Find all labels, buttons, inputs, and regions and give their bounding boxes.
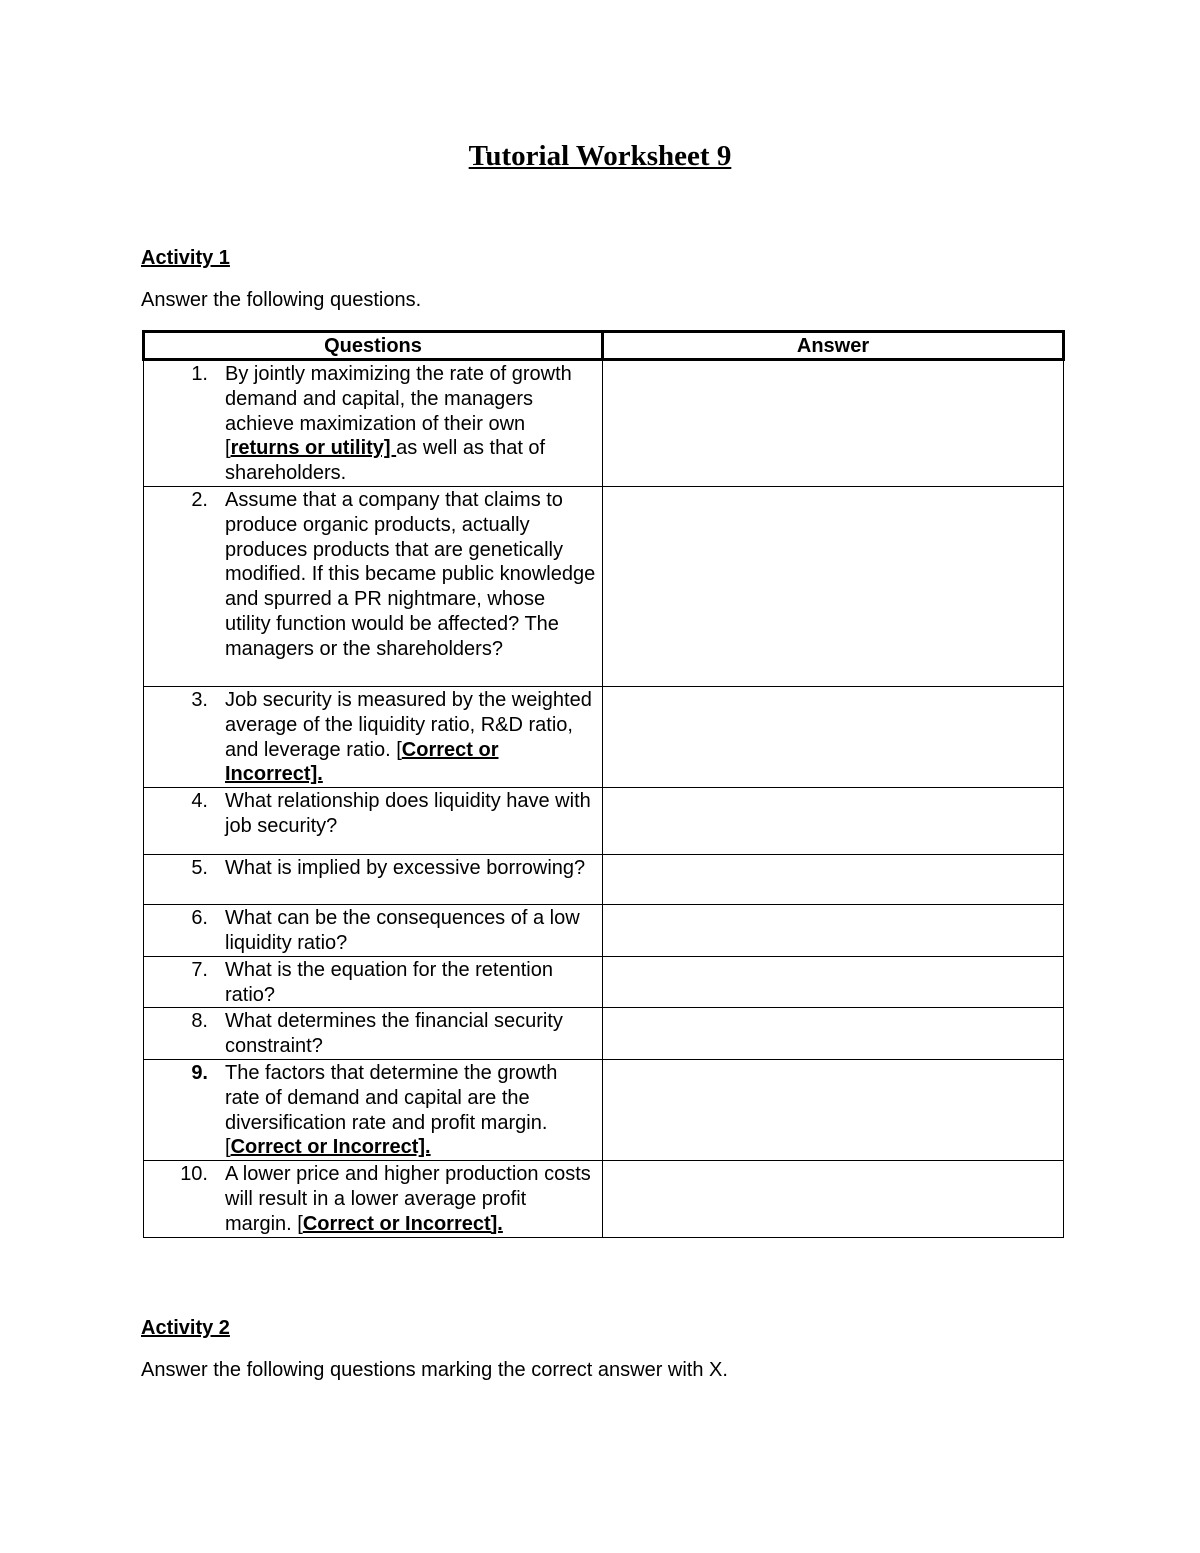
answer-cell[interactable] [603, 1059, 1064, 1160]
question-number: 1. [191, 363, 208, 385]
activity-2-instruction: Answer the following questions marking the correct answer with X. [141, 1359, 728, 1381]
table-row [144, 905, 1064, 957]
question-number: 3. [191, 688, 208, 711]
table-row [144, 360, 1064, 487]
table-row [144, 1008, 1064, 1060]
question-cell [144, 788, 603, 855]
table-row [144, 686, 1064, 787]
table-header-row [144, 332, 1064, 360]
question-cell [144, 855, 603, 905]
answer-cell[interactable] [603, 905, 1064, 957]
question-text: A lower price and higher production costs will result in a lower average profit margin. [Correct or Incorrect]. [225, 1163, 591, 1235]
activity-1-heading: Activity 1 [141, 247, 230, 269]
question-text: What can be the consequences of a low liquidity ratio? [225, 907, 580, 954]
answer-options: returns or utility] [230, 437, 397, 460]
table-row [144, 1161, 1064, 1237]
question-number: 4. [191, 790, 208, 813]
answer-cell[interactable] [603, 1161, 1064, 1237]
question-cell [144, 956, 603, 1008]
question-number: 8. [191, 1010, 208, 1033]
question-cell [144, 486, 603, 686]
answer-cell[interactable] [603, 956, 1064, 1008]
table-row [144, 855, 1064, 905]
answer-options: Correct or Incorrect]. [302, 1212, 503, 1235]
question-text: What is the equation for the retention ratio? [225, 958, 553, 1006]
question-text: What determines the financial security constraint? [225, 1010, 563, 1058]
question-text: What relationship does liquidity have with job security? [225, 790, 591, 837]
page-title: Tutorial Worksheet 9 [468, 140, 732, 172]
activity-1-instruction: Answer the following questions. [141, 289, 422, 311]
question-cell [144, 1059, 603, 1160]
answer-cell[interactable] [603, 1008, 1064, 1060]
question-text: By jointly maximizing the rate of growth demand and capital, the managers achieve maximization of their own [returns or utility] as well as that of shareholders. [225, 363, 572, 485]
answer-cell[interactable] [603, 360, 1064, 487]
answer-cell[interactable] [603, 788, 1064, 855]
question-number: 5. [191, 857, 208, 880]
question-cell [144, 1161, 603, 1237]
question-number: 7. [191, 958, 208, 981]
question-text: Job security is measured by the weighted average of the liquidity ratio, R&D ratio, and leverage ratio. [Correct or Incorrect]. [225, 688, 592, 786]
questions-table [142, 330, 1065, 1238]
table-row [144, 788, 1064, 855]
answer-cell[interactable] [603, 686, 1064, 787]
answer-cell[interactable] [603, 486, 1064, 686]
answer-options: Correct or Incorrect]. [230, 1136, 431, 1159]
question-text: Assume that a company that claims to produce organic products, actually produces products that are genetically modified. If this became public knowledge and spurred a PR nightmare, whose utility function would be affected? The managers or the shareholders? [225, 488, 596, 660]
table-row [144, 956, 1064, 1008]
table-row [144, 486, 1064, 686]
question-number: 10. [180, 1163, 208, 1186]
question-cell [144, 1008, 603, 1060]
question-number: 6. [191, 907, 208, 930]
answer-options: Correct or Incorrect]. [225, 738, 499, 786]
questions-column-header: Questions [144, 332, 603, 360]
answer-cell[interactable] [603, 855, 1064, 905]
question-cell [144, 905, 603, 957]
question-text: What is implied by excessive borrowing? [225, 857, 586, 880]
table-row [144, 1059, 1064, 1160]
question-number: 9. [191, 1061, 208, 1084]
answer-column-header: Answer [603, 332, 1064, 360]
question-number: 2. [191, 488, 208, 511]
question-text: The factors that determine the growth rate of demand and capital are the diversification rate and profit margin. [Correct or Incorrect]. [225, 1061, 558, 1159]
activity-2-heading: Activity 2 [141, 1317, 230, 1339]
question-cell [144, 360, 603, 487]
question-cell [144, 686, 603, 787]
